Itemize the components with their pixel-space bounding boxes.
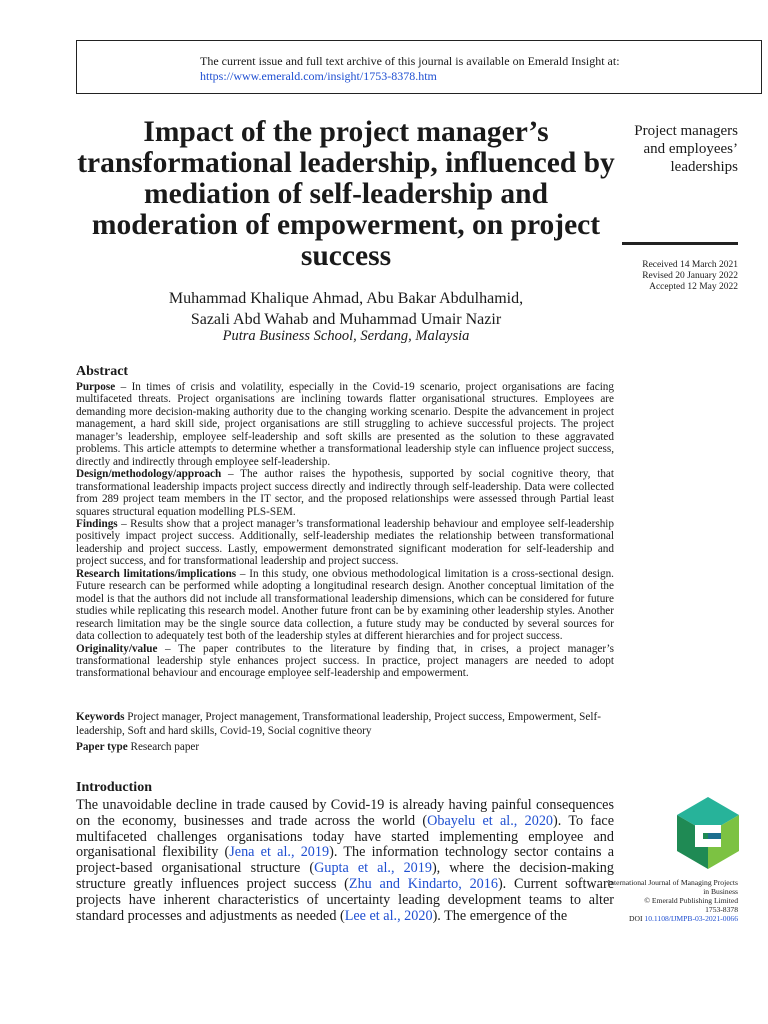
keywords [76, 710, 616, 738]
running-title: Project managers and employees’ leaderships [634, 123, 738, 175]
purpose-label: Purpose [76, 381, 116, 393]
abstract-originality [76, 643, 614, 680]
article-title: Impact of the project manager’s transformational leadership, influenced by mediation of self-leadership and moderation of empowerment, on project success [77, 116, 615, 272]
purpose-text: – In times of crisis and volatility, especially in the Covid-19 scenario, project organisations are facing multifaceted threats. Project organisations are inclining towards flatter organisational structures. Employees are demanding more decision-making authority due to the changing working scenario. Despite the advancement in project management, a hard skill side, project organisations are still struggling to achieve successful projects. The project manager’s leadership, employee self-leadership and soft skills are presented as the solution to these aggravated problems. This article attempts to determine whether a transformational leadership style can influence project success, directly and indirectly through employee self-leadership. [76, 381, 614, 468]
intro-text-1: The unavoidable decline in trade caused by Covid-19 is already having painful consequences on the economy, businesses and trade across the world ( [76, 797, 614, 829]
authors-line-2: Sazali Abd Wahab and Muhammad Umair Nazir [190, 311, 502, 328]
citation-link[interactable]: Gupta et al., 2019 [314, 860, 432, 877]
doi-link[interactable]: 10.1108/IJMPB-03-2021-0066 [644, 914, 738, 923]
date-accepted: Accepted 12 May 2022 [649, 282, 738, 292]
date-received: Received 14 March 2021 [642, 260, 738, 270]
intro-text-5: ). Current software projects have inherent characteristics of uncertainty leading development teams to alter standard processes and adjustments as needed ( [76, 875, 614, 924]
submission-dates [600, 260, 738, 293]
journal-notice-box [76, 40, 762, 94]
journal-info [600, 878, 738, 923]
intro-text-3: ). The information technology sector contains a project-based organisational structure ( [76, 844, 615, 877]
originality-text: – The paper contributes to the literature by finding that, in crises, a project manager’s transformational leadership style enhances project success. In practice, project managers are needed to adopt transformational behaviour and encourage employee self-leadership and empowerment. [76, 642, 614, 680]
authors-line-1: Muhammad Khalique Ahmad, Abu Bakar Abdulhamid, [168, 290, 524, 307]
emerald-logo-icon [675, 795, 741, 871]
design-label: Design/methodology/approach [76, 468, 222, 481]
abstract-findings [76, 518, 614, 568]
intro-text-6: ). The emergence of the [432, 907, 568, 924]
margin-divider [622, 242, 738, 245]
abstract-body [76, 381, 614, 680]
keywords-label: Keywords [76, 711, 125, 723]
abstract-purpose [76, 381, 614, 468]
journal-name: International Journal of Managing Projects in Business [607, 878, 738, 896]
introduction-body [76, 798, 614, 924]
abstract-heading: Abstract [76, 364, 129, 379]
citation-link[interactable]: Zhu and Kindarto, 2016 [348, 875, 498, 892]
paper-type [76, 740, 616, 754]
keywords-text: Project manager, Project management, Transformational leadership, Project success, Empowerment, Self-leadership, Soft and hard skills, Covid-19, Social cognitive theory [76, 711, 601, 737]
limitations-text: – In this study, one obvious methodological limitation is a cross-sectional design. Future research can be performed while adopting a longitudinal research design. Another conceptual limitation of the model is that the authors did not include all transformational leadership dimensions, which can be considered for future studies while replicating this research model. Another future front can be by examining other leadership styles. Another research limitation may be the single source data collection, a future study may be conducted by several sources for data collection to adequately test both of the leadership styles at different hierarchies and for project success. [76, 567, 614, 643]
originality-label: Originality/value [76, 642, 158, 655]
intro-text-4: ), where the decision-making structure greatly influences project success ( [76, 860, 614, 892]
citation-link[interactable]: Lee et al., 2020 [344, 907, 433, 924]
citation-link[interactable]: Jena et al., 2019 [229, 844, 330, 861]
date-revised: Revised 20 January 2022 [642, 271, 738, 281]
findings-text: – Results show that a project manager’s transformational leadership behaviour and employee self-leadership positively impact project success. Additionally, self-leadership mediates the relationship between transformational leadership and project success. Lastly, empowerment demonstrated significant moderation for self-leadership and project success, and for transformational leadership and project success. [76, 517, 614, 568]
affiliation: Putra Business School, Serdang, Malaysia [222, 328, 470, 344]
journal-url-link[interactable]: https://www.emerald.com/insight/1753-8378.htm [200, 69, 437, 83]
paper-type-label: Paper type [76, 741, 128, 753]
doi-line [600, 914, 738, 923]
paper-type-text: Research paper [127, 741, 200, 753]
notice-text: The current issue and full text archive of this journal is available on Emerald Insight at: [200, 54, 620, 68]
limitations-label: Research limitations/implications [76, 567, 237, 580]
introduction-heading: Introduction [76, 780, 152, 795]
publisher: © Emerald Publishing Limited [644, 896, 738, 905]
abstract-design [76, 468, 614, 518]
doi-label: DOI [629, 914, 645, 923]
design-text: – The author raises the hypothesis, supported by social cognitive theory, that transformational leadership impacts project success directly and indirectly through self-leadership. Data were collected from 289 project team members in the IT sector, and the proposed relationships were assessed through Partial least squares structural equation modelling PLS-SEM. [76, 468, 614, 518]
findings-label: Findings [76, 517, 118, 530]
abstract-limitations [76, 568, 614, 643]
author-list [76, 288, 616, 330]
citation-link[interactable]: Obayelu et al., 2020 [427, 812, 554, 829]
intro-text-2: ). To face multifaceted challenges organisations today have started implementing employee and organisational flexibility ( [76, 812, 614, 861]
issn: 1753-8378 [705, 905, 738, 914]
